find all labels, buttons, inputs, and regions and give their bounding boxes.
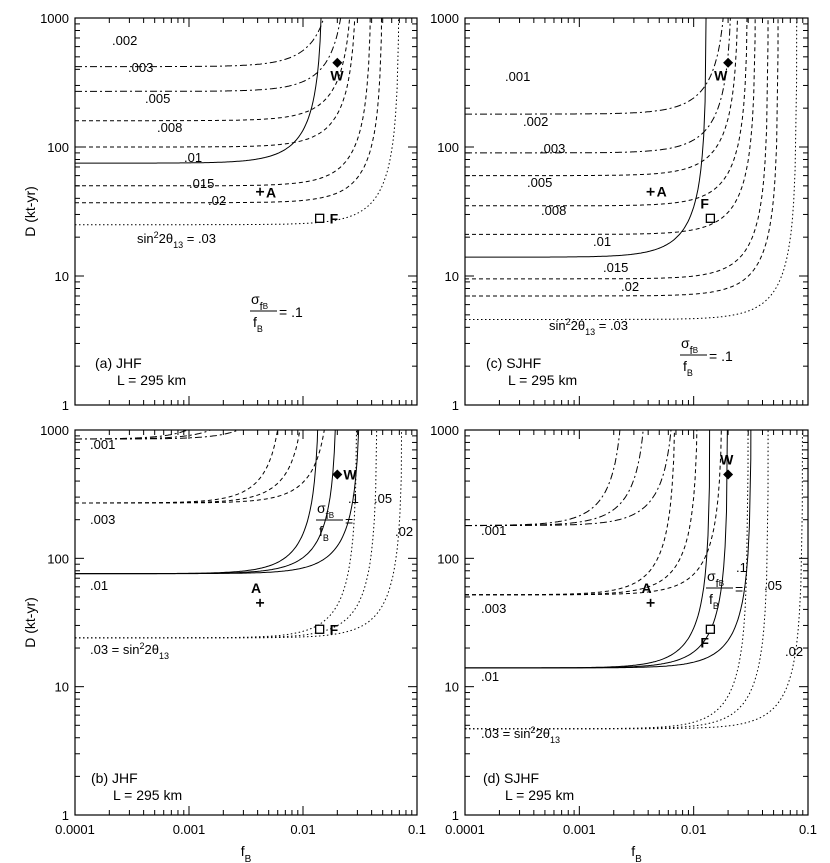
curve-label-5: .01 bbox=[593, 234, 612, 249]
y-tick-label: 1000 bbox=[430, 11, 459, 26]
y-tick-label: 100 bbox=[437, 140, 459, 155]
series-line-0105 bbox=[75, 99, 337, 574]
point-W-marker bbox=[723, 470, 733, 480]
y-tick-label: 10 bbox=[54, 679, 69, 695]
sigma-denominator: $f_B$ bbox=[683, 358, 693, 378]
series-line-015 bbox=[465, 0, 768, 279]
baseline-label: L = 295 km bbox=[505, 787, 575, 803]
series-line-01 bbox=[75, 0, 323, 163]
curve-label-6: .02 bbox=[208, 193, 227, 208]
sigma-numerator: $\sigma_{fB}$ bbox=[681, 335, 699, 357]
curves bbox=[75, 0, 403, 638]
panel-c bbox=[430, 0, 808, 413]
fraction-label-05: .05 bbox=[374, 491, 393, 506]
fraction-label-02: .02 bbox=[785, 644, 804, 659]
y-tick-label: 10 bbox=[444, 269, 459, 284]
x-axis-label: $f_B$ bbox=[240, 843, 252, 863]
sigma-numerator: $\sigma_{fB}$ bbox=[317, 500, 335, 522]
panel-caption: (b) JHF bbox=[91, 770, 138, 786]
y-tick-label: 100 bbox=[47, 140, 69, 155]
baseline-label: L = 295 km bbox=[508, 372, 578, 388]
curve-label-4: .008 bbox=[541, 203, 567, 218]
fraction-label-02: .02 bbox=[395, 524, 414, 539]
series-line-02 bbox=[465, 0, 778, 296]
y-tick-label: 1000 bbox=[40, 423, 69, 438]
fraction-label-05: .05 bbox=[764, 578, 783, 593]
x-tick-label: 0.1 bbox=[407, 822, 427, 837]
point-W-label: W bbox=[714, 67, 728, 84]
point-F-label: F bbox=[700, 195, 709, 212]
curve-label-2: .003 bbox=[540, 141, 566, 156]
curve-label: $\sin^22\theta_{13} = .03$ bbox=[137, 230, 217, 250]
panel-caption: (c) SJHF bbox=[486, 355, 542, 371]
baseline-label: L = 295 km bbox=[113, 787, 183, 803]
point-W-label: W bbox=[330, 67, 344, 84]
curve-label-3: .005 bbox=[527, 175, 553, 190]
curve-label-003: .003 bbox=[481, 601, 507, 616]
x-tick-label: 0.001 bbox=[563, 822, 596, 837]
curve-label-001: .001 bbox=[90, 437, 116, 452]
series-line-003 bbox=[465, 0, 739, 176]
panel-a bbox=[22, 0, 417, 413]
sigma-equals: = bbox=[735, 581, 744, 597]
point-W-label: W bbox=[343, 466, 357, 483]
sigma-denominator: $f_B$ bbox=[709, 591, 719, 611]
x-axis-label: $f_B$ bbox=[631, 843, 642, 863]
curve-label-2: .005 bbox=[145, 91, 171, 106]
series-line-00302 bbox=[75, 28, 332, 503]
y-tick-label: 100 bbox=[437, 551, 459, 567]
curve-label-01: .01 bbox=[90, 578, 109, 593]
y-axis-label: D (kt-yr) bbox=[22, 186, 38, 237]
point-F-marker bbox=[706, 625, 714, 633]
panel-caption: (a) JHF bbox=[95, 355, 142, 371]
series-line-02 bbox=[75, 0, 383, 203]
series-line-008 bbox=[75, 0, 357, 147]
point-F-marker bbox=[706, 214, 714, 222]
series-line-015 bbox=[75, 0, 372, 186]
plot-frame bbox=[75, 430, 417, 815]
y-tick-label: 1000 bbox=[40, 11, 69, 26]
point-F-marker bbox=[316, 625, 324, 633]
plot-frame bbox=[465, 430, 808, 815]
series-line-031 bbox=[75, 163, 357, 638]
curve-label-003: .003 bbox=[90, 512, 116, 527]
series-line-0305 bbox=[75, 163, 378, 638]
point-F-label: F bbox=[329, 210, 339, 227]
curve-label-4: .01 bbox=[184, 150, 203, 165]
y-tick-label: 1 bbox=[451, 808, 459, 823]
x-tick-label: 0.01 bbox=[681, 822, 707, 837]
point-A-label: A bbox=[266, 184, 277, 201]
sigma-numerator: $\sigma_{fB}$ bbox=[251, 291, 269, 313]
point-W-marker bbox=[723, 58, 733, 68]
point-A-label: A bbox=[250, 579, 262, 596]
point-F-label: F bbox=[700, 634, 709, 651]
sigma-denominator: $f_B$ bbox=[253, 314, 263, 334]
sigma-equals: = bbox=[345, 513, 354, 529]
curves bbox=[465, 0, 797, 320]
panel-d bbox=[430, 51, 817, 863]
y-tick-label: 1 bbox=[61, 808, 69, 823]
curve-label-01: .01 bbox=[481, 669, 500, 684]
series-line-0302 bbox=[75, 163, 403, 638]
point-F-label: F bbox=[329, 621, 339, 638]
curve-label-0: .002 bbox=[112, 33, 138, 48]
panel-caption: (d) SJHF bbox=[483, 770, 539, 786]
y-tick-label: 1000 bbox=[430, 423, 459, 438]
sigma-denominator: $f_B$ bbox=[319, 523, 329, 543]
curve-label-0: .001 bbox=[505, 69, 531, 84]
sigma-equals: = .1 bbox=[279, 304, 303, 320]
baseline-label: L = 295 km bbox=[117, 372, 187, 388]
series-line-001 bbox=[465, 0, 728, 114]
series-line-0031 bbox=[75, 28, 285, 503]
y-tick-label: 10 bbox=[54, 269, 69, 284]
fraction-label-1: .1 bbox=[348, 491, 359, 506]
y-tick-label: 1 bbox=[451, 398, 459, 413]
series-line-0302 bbox=[465, 254, 803, 729]
series-line-03 bbox=[465, 0, 797, 320]
curve-label-1: .002 bbox=[523, 114, 549, 129]
series-line-01 bbox=[465, 0, 707, 257]
y-tick-label: 1 bbox=[61, 398, 69, 413]
point-W-marker bbox=[332, 470, 342, 480]
point-A-label: A bbox=[641, 579, 652, 596]
series-line-008 bbox=[465, 0, 756, 234]
series-line-00102 bbox=[465, 51, 676, 526]
curve-label-7: .02 bbox=[621, 279, 640, 294]
curve-label: $.03 = \sin^22\theta_{13}$ bbox=[90, 641, 170, 661]
point-W-marker bbox=[332, 58, 342, 68]
curve-label-6: .015 bbox=[603, 260, 629, 275]
x-tick-label: 0.1 bbox=[798, 822, 818, 837]
point-F-marker bbox=[316, 214, 324, 222]
x-tick-label: 0.001 bbox=[172, 822, 206, 837]
x-tick-label: 0.0001 bbox=[55, 822, 95, 837]
sigma-equals: = .1 bbox=[709, 348, 733, 364]
sigma-numerator: $\sigma_{fB}$ bbox=[707, 568, 725, 590]
plot-frame bbox=[75, 18, 417, 405]
y-tick-label: 100 bbox=[47, 551, 69, 567]
point-W-label: W bbox=[720, 451, 734, 468]
x-tick-label: 0.01 bbox=[290, 822, 316, 837]
curve-label: $\sin^22\theta_{13} = .03$ bbox=[549, 317, 629, 337]
curve-label-001: .001 bbox=[481, 523, 507, 538]
curve-label-3: .008 bbox=[157, 120, 183, 135]
y-axis-label: D (kt-yr) bbox=[22, 597, 38, 648]
panel-b bbox=[22, 0, 426, 863]
curve-label-1: .003 bbox=[128, 60, 154, 75]
curve-label-5: .015 bbox=[189, 176, 215, 191]
x-tick-label: 0.0001 bbox=[445, 822, 485, 837]
curve-label: $.03 = \sin^22\theta_{13}$ bbox=[481, 725, 561, 745]
series-line-00305 bbox=[75, 28, 308, 503]
y-tick-label: 10 bbox=[444, 679, 459, 695]
point-A-label: A bbox=[656, 183, 667, 200]
fraction-label-1: .1 bbox=[736, 560, 747, 575]
